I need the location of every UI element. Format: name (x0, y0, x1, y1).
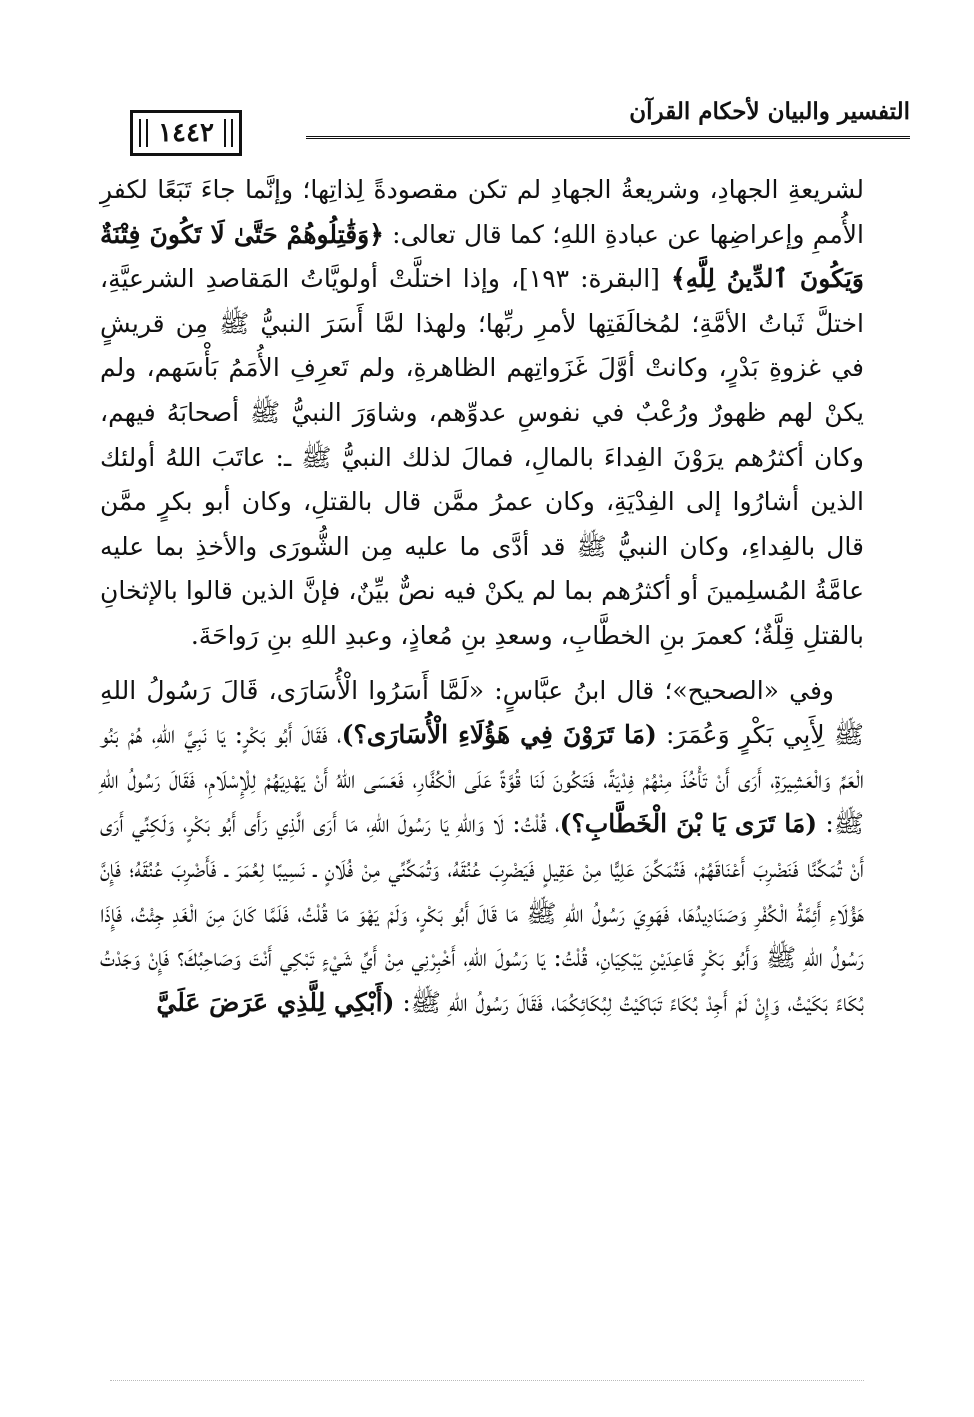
hadith-quote-2: (مَا تَرَى يَا بْنَ الْخَطَّابِ؟) (559, 809, 818, 839)
footer-rule (110, 1380, 864, 1381)
paragraph-2-text-b: ، فَقَالَ أَبُو بَكْرٍ: يَا نَبِيَّ اللهِ، هُمْ بَنُو الْعَمِّ وَالْعَشِيرَةِ، أَرَى أَنْ تَأْخُذَ مِنْهُمْ فِدْيَةً، فَتَكُونَ لَنَا قُوَّةً عَلَى الْكُفَّارِ، فَعَسَى اللهُ أَنْ يَهْدِيَهُمْ لِلْإِسْلَامِ، فَقَالَ رَسُولُ اللهِ ﷺ: (100, 720, 864, 839)
page-body (100, 168, 864, 1327)
hadith-quote-1: (مَا تَرَوْنَ فِي هَؤُلَاءِ الْأُسَارَى؟) (341, 720, 657, 750)
paragraph-1-text-b: [البقرة: ١٩٣]، وإذا اختلَّتْ أولويَّاتُ المَقاصدِ الشرعيَّةِ، اختلَّ ثَباتُ الأمَّةِ؛ لمُخالَفَتِها لأمرِ ربِّها؛ ولهذا لمَّا أَسَرَ النبيُّ ﷺ مِن قريشٍ في غزوةِ بَدْرٍ، وكانتْ أوَّلَ غَزَواتِهم الظاهرةِ، ولم تَعرِفِ الأُمَمُ بَأْسَهم، ولم يكنْ لهم ظهورٌ ورُعْبٌ في نفوسِ عدوِّهم، وشاوَرَ النبيُّ ﷺ أصحابَهُ فيهم، وكان أكثرُهم يرَوْنَ الفِداءَ بالمالِ، فمالَ لذلك النبيُّ ﷺ ـ: عاتَبَ اللهُ أولئك الذين أشارُوا إلى الفِدْيَةِ، وكان عمرُ ممَّن قال بالقتلِ، وكان أبو بكرٍ ممَّن قال بالفِداءِ، وكان النبيُّ ﷺ قد أدَّى ما عليه مِن الشُّورَى والأخذِ بما عليه عامَّةُ المُسلِمينَ أو أكثرُهم بما لم يكنْ فيه نصٌّ بيِّنٌ، فإنَّ الذين قالوا بالإثخانِ بالقتلِ قِلَّةٌ؛ كعمرَ بنِ الخطَّابِ، وسعدِ بنِ مُعاذٍ، وعبدِ اللهِ بنِ رَواحَةَ. (99, 264, 864, 650)
paragraph-2-text-c: ، قُلْتُ: لَا وَاللهِ يَا رَسُولَ اللهِ، مَا أَرَى الَّذِي رَأَى أَبُو بَكْرٍ، وَلَكِنِّي أَرَى أَنْ تُمَكِّنَّا فَنَضْرِبَ أَعْنَاقَهُمْ، فَتُمَكِّنَ عَلِيًّا مِنْ عَقِيلٍ فَيَضْرِبَ عُنُقَهُ، وَتُمَكِّنِّي مِنْ فُلَانٍ ـ نَسِيبًا لِعُمَرَ ـ فَأَضْرِبَ عُنُقَهُ؛ فَإِنَّ هَؤُلَاءِ أَئِمَّةُ الْكُفْرِ وَصَنَادِيدُهَا، فَهَوِيَ رَسُولُ اللهِ ﷺ مَا قَالَ أَبُو بَكْرٍ، وَلَمْ يَهْوَ مَا قُلْتُ، فَلَمَّا كَانَ مِنَ الْغَدِ جِئْتُ، فَإِذَا رَسُولُ اللهِ ﷺ وَأَبُو بَكْرٍ قَاعِدَيْنِ يَبْكِيَانِ، قُلْتُ: يَا رَسُولَ اللهِ، أَخْبِرْنِي مِنْ أَيِّ شَيْءٍ تَبْكِي أَنْتَ وَصَاحِبُكَ؟ فَإِنْ وَجَدْتُ بُكَاءً بَكَيْتُ، وَإِنْ لَمْ أَجِدْ بُكَاءً تَبَاكَيْتُ لِبُكَائِكُمَا، فَقَالَ رَسُولُ اللهِ ﷺ: (100, 809, 864, 1017)
paragraph-2-text-a: وفي «الصحيح»؛ قال ابنُ عبَّاسٍ: «لَمَّا أَسَرُوا الْأُسَارَى، قَالَ رَسُولُ اللهِ ﷺ لِأَبِي بَكْرٍ وَعُمَرَ: (100, 675, 864, 750)
paragraph-1-text-a: لشريعةِ الجهادِ، وشريعةُ الجهادِ لم تكن مقصودةً لِذاتِها؛ وإنَّما جاءَ تَبَعًا لكفرِ الأُممِ وإعراضِها عن عبادةِ اللهِ؛ كما قال تعالى: (100, 175, 864, 249)
quran-verse: ﴿وَقَٰتِلُوهُمْ حَتَّىٰ لَا تَكُونَ فِتْنَةٌ وَيَكُونَ ٱلدِّينُ لِلَّهِ﴾ (100, 219, 865, 294)
paragraph-1 (100, 168, 864, 659)
paragraph-2 (100, 669, 864, 1026)
running-title: التفسير والبيان لأحكام القرآن (629, 98, 910, 125)
page-header (96, 72, 910, 162)
page-number: ١٤٤٢ (130, 110, 242, 156)
header-rule (306, 136, 910, 139)
hadith-quote-3: (أَبْكِي لِلَّذِي عَرَضَ عَلَيَّ (156, 987, 395, 1017)
